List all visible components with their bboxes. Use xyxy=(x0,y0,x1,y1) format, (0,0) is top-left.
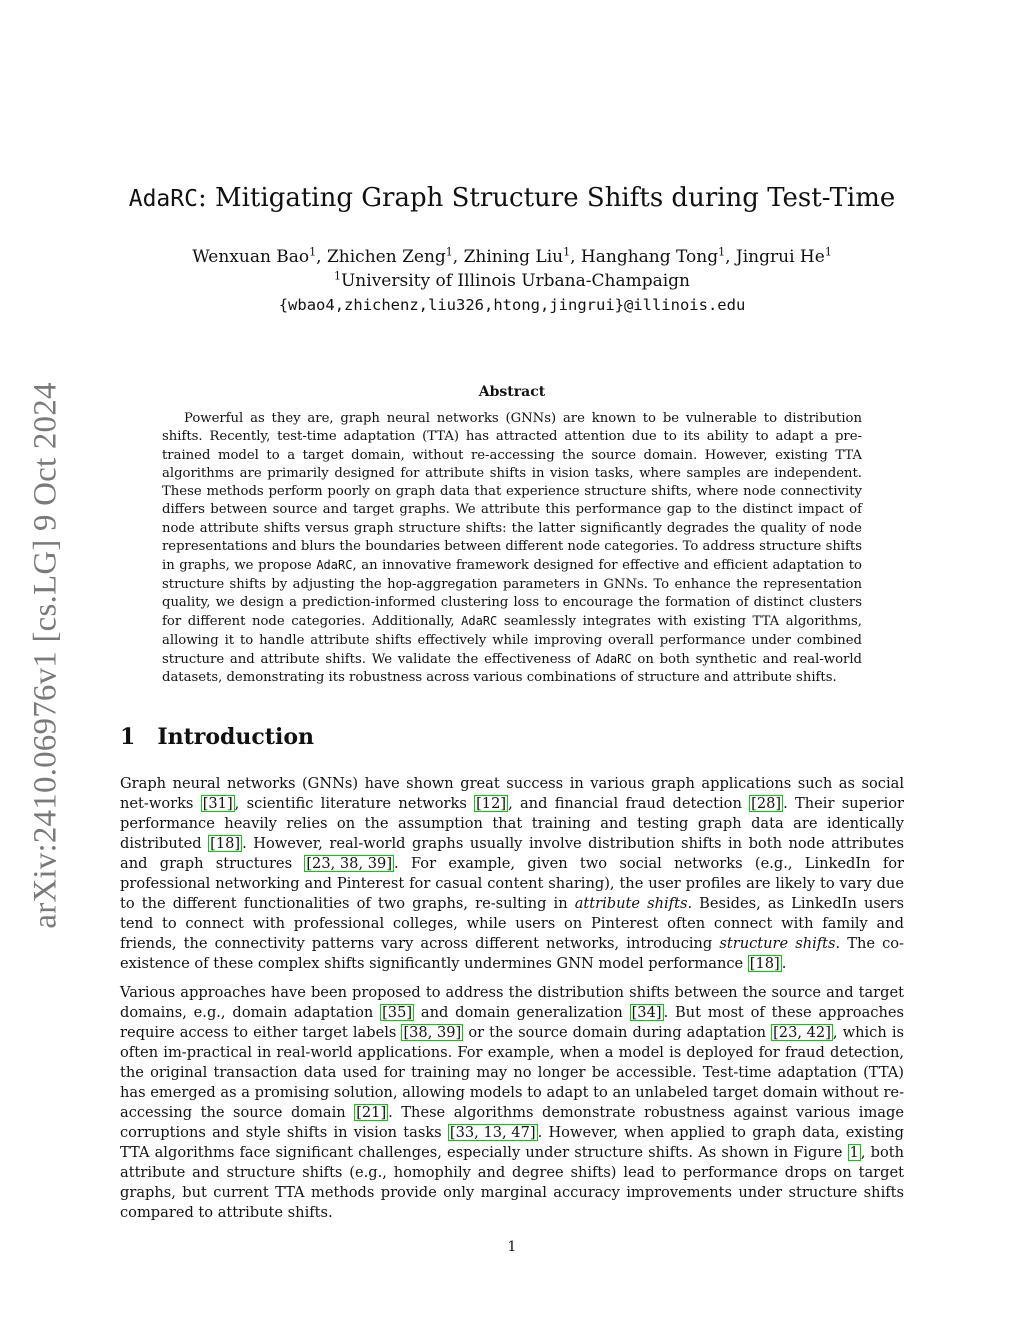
method-name: AdaRC xyxy=(595,651,632,666)
citation-link[interactable]: [34] xyxy=(631,1004,662,1021)
abstract-heading: Abstract xyxy=(478,384,546,400)
intro-paragraph-1 xyxy=(120,774,904,974)
paragraph-text: , and financial fraud detection xyxy=(508,795,750,812)
author: Zhining Liu$^1$ xyxy=(463,245,571,267)
paragraph-text: . The co-existence of these complex shifts significantly undermines GNN model performance xyxy=(120,935,904,972)
citation-link[interactable]: [12] xyxy=(476,795,507,812)
citation-link[interactable]: [23, 38, 39] xyxy=(306,855,393,872)
paragraph-text: , both attribute and structure shifts (e.g., homophily and degree shifts) lead to performance drops on target graphs, but current TTA methods provide only marginal accuracy improvements under structure shifts compared to attribute shifts. xyxy=(120,1144,904,1221)
method-name: AdaRC xyxy=(316,558,353,573)
citation-link[interactable]: [21] xyxy=(356,1104,387,1121)
arxiv-stamp xyxy=(16,365,76,945)
author-list: Wenxuan Bao$^1$, Zhichen Zeng$^1$, Zhining Liu$^1$, Hanghang Tong$^1$, Jingrui He$^1$ xyxy=(192,245,832,267)
author: Hanghang Tong$^1$ xyxy=(580,245,726,267)
paragraph-text: or the source domain during adaptation xyxy=(463,1024,772,1041)
paragraph-text: . But most of these approaches require access to either target labels xyxy=(120,1004,904,1041)
emphasis-text: attribute shifts xyxy=(574,895,688,912)
section-title: Introduction xyxy=(157,724,314,750)
citation-link[interactable]: [28] xyxy=(751,795,782,812)
paragraph-text: . Their superior performance heavily relies on the assumption that training and testing graph data are identically distributed xyxy=(120,795,904,852)
paragraph-text: , which is often im-practical in real-world applications. For example, when a model is deployed for fraud detection, the original transaction data used for training may no longer be accessible. Test-time adaptation (TTA) has emerged as a promising solution, allowing models to adapt to an unlabeled target domain without re-accessing the source domain xyxy=(120,1024,904,1121)
method-name: AdaRC xyxy=(461,614,498,629)
affiliation xyxy=(0,269,1024,293)
page-number: 1 xyxy=(507,1239,517,1255)
arxiv-stamp-text: arXiv:2410.06976v1 [cs.LG] 9 Oct 2024 xyxy=(27,381,64,929)
abstract-body: Powerful as they are, graph neural networks (GNNs) are known to be vulnerable to distribution shifts. Recently, test-time adaptation (TTA) has attracted attention due to its ability to adapt a pre-trained model to a target domain, without re-accessing the source domain. However, existing TTA algorithms are primarily designed for attribute shifts in vision tasks, where samples are independent. These methods perform poorly on graph data that experience structure shifts, where node connectivity differs between source and target graphs. We attribute this performance gap to the distinct impact of node attribute shifts versus graph structure shifts: the latter significantly degrades the quality of node representations and blurs the boundaries between different node categories. To address structure shifts in graphs, we propose AdaRC, an innovative framework designed for effective and efficient adaptation to structure shifts by adjusting the hop-aggregation parameters in GNNs. To enhance the representation quality, we design a prediction-informed clustering loss to encourage the formation of distinct clusters for different node categories. Additionally, AdaRC seamlessly integrates with existing TTA algorithms, allowing it to handle attribute shifts effectively while improving overall performance under combined structure and attribute shifts. We validate the effectiveness of AdaRC on both synthetic and real-world datasets, demonstrating its robustness across various combinations of structure and attribute shifts. xyxy=(162,411,862,686)
paragraph-text: , scientific literature networks xyxy=(234,795,475,812)
paragraph-text: and domain generalization xyxy=(414,1004,630,1021)
citation-link[interactable]: [18] xyxy=(210,835,241,852)
paragraph-text: . However, when applied to graph data, existing TTA algorithms face significant challenges, especially under structure shifts. As shown in Figure xyxy=(120,1124,904,1161)
citation-link[interactable]: [31] xyxy=(202,795,233,812)
title-method-name: AdaRC xyxy=(128,186,198,212)
affiliation-marker: 1 xyxy=(333,269,341,283)
emphasis-text: structure shifts xyxy=(719,935,836,952)
section-number: 1 xyxy=(120,724,136,750)
paragraph-text: Graph neural networks (GNNs) have shown great success in various graph applications such as social net-works xyxy=(120,775,904,812)
author: Wenxuan Bao$^1$ xyxy=(192,245,317,267)
paragraph-text: . However, real-world graphs usually involve distribution shifts in both node attributes and graph structures xyxy=(120,835,905,872)
citation-link[interactable]: [18] xyxy=(749,955,780,972)
citation-link[interactable]: [33, 13, 47] xyxy=(449,1124,536,1141)
intro-paragraph-2 xyxy=(120,983,904,1223)
citation-link[interactable]: [23, 42] xyxy=(773,1024,831,1041)
paragraph-text: Various approaches have been proposed to address the distribution shifts between the source and target domains, e.g., domain adaptation xyxy=(120,984,904,1021)
citation-link[interactable]: 1 xyxy=(849,1144,859,1161)
title-rest: : Mitigating Graph Structure Shifts during Test-Time xyxy=(197,183,896,213)
author: Jingrui He$^1$ xyxy=(735,245,832,267)
author-emails: {wbao4,zhichenz,liu326,htong,jingrui}@illinois.edu xyxy=(278,296,746,314)
affiliation-name: University of Illinois Urbana-Champaign xyxy=(340,271,690,291)
citation-link[interactable]: [35] xyxy=(382,1004,413,1021)
section-heading-introduction xyxy=(120,722,314,752)
paragraph-text: . These algorithms demonstrate robustness against various image corruptions and style shifts in vision tasks xyxy=(120,1104,904,1141)
paper-title xyxy=(0,181,1024,216)
citation-link[interactable]: [38, 39] xyxy=(403,1024,462,1041)
paragraph-text: . xyxy=(781,955,787,972)
paragraph-text: . Besides, as LinkedIn users tend to connect with professional colleges, while users on Pinterest often connect with family and friends, the connectivity patterns vary across different networks, introducing xyxy=(120,895,904,952)
paragraph-text: . For example, given two social networks (e.g., LinkedIn for professional networking and Pinterest for casual content sharing), the user profiles are likely to vary due to the different functionalities of two graphs, re-sulting in xyxy=(120,855,904,912)
author: Zhichen Zeng$^1$ xyxy=(326,245,453,267)
